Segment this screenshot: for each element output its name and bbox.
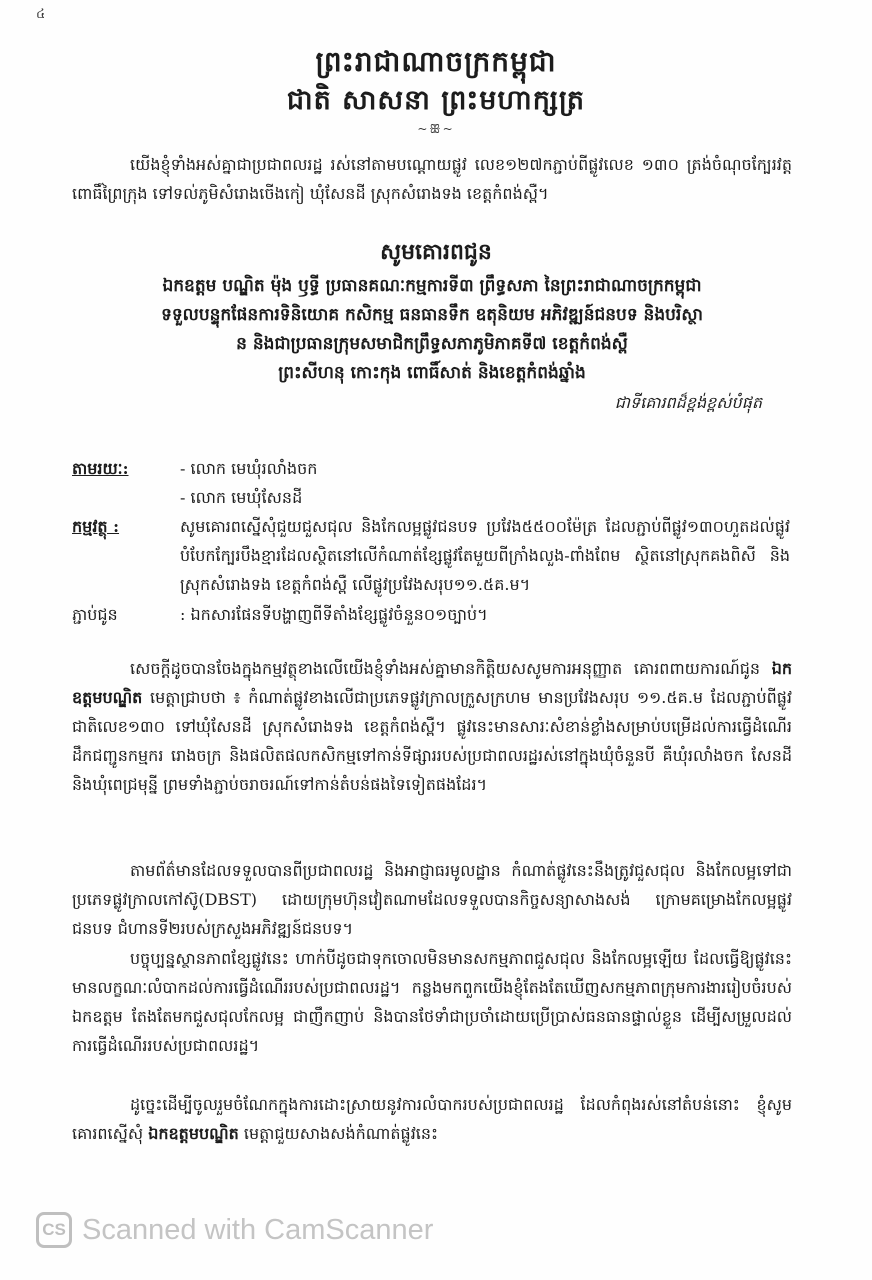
p4-start: ដូច្នេះដើម្បីចូលរួមចំណែកក្នុងការដោះស្រាយនូវការលំបាករបស់ប្រជាពលរដ្ឋ ដែលកំពុងរស់នៅតំបន់នោះ ខ្ញុំសូមគោរពស្នើសុំ (72, 1095, 792, 1143)
via-item-1: - លោក មេឃុំរលាំងចក (180, 459, 318, 478)
recipient-line-1: ឯកឧត្តម បណ្ឌិត ម៉ុង ឫទ្ធី ប្រធានគណៈកម្មការទី៣ ព្រឹទ្ធសភា នៃព្រះរាជាណាចក្រកម្ពុជា (162, 276, 702, 296)
recipient-closing: ជាទីគោរពដ៏ខ្ពង់ខ្ពស់បំផុត (614, 393, 762, 412)
body-paragraph-1 (72, 654, 792, 799)
intro-paragraph: យើងខ្ញុំទាំងអស់គ្នាជាប្រជាពលរដ្ឋ រស់នៅតាមបណ្តោយផ្លូវ លេខ១២៧កភ្ជាប់ពីផ្លូវលេខ ១៣០ ត្រង់ចំណុចក្បែរវត្តពោធិ៍ព្រៃក្រុង ទៅទល់ភូមិសំរោងចើងកៀ ឃុំសែនដី ស្រុកសំរោងទង ខេត្តកំពង់ស្ពឺ។ (72, 155, 792, 203)
recipient-line-4: ព្រះសីហនុ កោះកុង ពោធិ៍សាត់ និងខេត្តកំពង់ឆ្នាំង (278, 363, 586, 383)
national-motto: ជាតិ សាសនា ព្រះមហាក្សត្រ (286, 85, 586, 116)
recipient-line-3: ន និងជាប្រធានក្រុមសមាជិកព្រឹទ្ធសភាភូមិភាគទី៧ ខេត្តកំពង់ស្ពឺ (236, 334, 628, 354)
kingdom-title: ព្រះរាជាណាចក្រកម្ពុជា (315, 45, 557, 78)
recipient-block (72, 272, 792, 388)
salutation: សូមគោរពជូន (380, 239, 492, 265)
via-label: តាមរយៈ: (72, 459, 129, 478)
body-paragraph-4 (72, 1090, 792, 1148)
body-paragraph-3: បច្ចុប្បន្នស្ថានភាពខ្សែផ្លូវនេះ ហាក់បីដូចជាទុកចោលមិនមានសកម្មភាពជួសជុល និងកែលម្អឡើយ ដែលធ្វើឱ្យផ្លូវនេះមានលក្ខណៈលំបាកដល់ការធ្វើដំណើររបស់ប្រជាពលរដ្ឋ។ កន្លងមកពួកយើងខ្ញុំតែងតែឃើញសកម្មភាពក្រុមការងាររៀបចំរបស់ ឯកឧត្តម តែងតែមកជួសជុលកែលម្អ ជាញឹកញាប់ និងបានថែទាំជាប្រចាំដោយប្រើប្រាស់ធនធានផ្ទាល់ខ្លួន ដើម្បីសម្រួលដល់ការធ្វើដំណើររបស់ប្រជាពលរដ្ឋ។ (72, 949, 792, 1055)
p1-end: មេត្តាជ្រាបថា ៖ កំណាត់ផ្លូវខាងលើជាប្រភេទផ្លូវក្រាលក្រួសក្រហម មានប្រវែងសរុប ១១.៥គ.ម ដែលភ្ជាប់ពីផ្លូវជាតិលេខ១៣០ ទៅឃុំសែនដី ស្រុកសំរោងទង ខេត្តកំពង់ស្ពឺ។ ផ្លូវនេះមានសារៈសំខាន់ខ្លាំងសម្រាប់បម្រើដល់ការធ្វើដំណើរ ដឹកជញ្ជូនកម្មករ រោងចក្រ និងផលិតផលកសិកម្មទៅកាន់ទីផ្សាររបស់ប្រជាពលរដ្ឋរស់នៅក្នុងឃុំចំនួនបី គឺឃុំរលាំងចក សែនដី និងឃុំពេជ្រមុន្នី ព្រមទាំងភ្ជាប់ចរាចរណ៍ទៅកាន់តំបន់ផងទៃទៀតផងដែរ។ (72, 688, 792, 794)
via-row (72, 454, 802, 512)
via-item-2: - លោក មេឃុំសែនដី (180, 488, 303, 507)
corner-mark: ៤ (36, 7, 46, 22)
p1-honorific: ឯកឧត្តមបណ្ឌិត (72, 659, 792, 707)
recipient-line-2: ទទួលបន្ទុកផែនការទិនិយោគ កសិកម្ម ធនធានទឹក ឧតុនិយម អភិវឌ្ឍន៍ជនបទ និងបរិស្ថា (161, 305, 703, 325)
attachment-text: : ឯកសារផែនទីបង្ហាញពីទីតាំងខ្សែផ្លូវចំនួន០១ច្បាប់។ (180, 605, 488, 624)
subject-text: សូមគោរពស្នើសុំជួយជួសជុល និងកែលម្អផ្លូវជនបទ ប្រវែង៥៥០០ម៉ែត្រ ដែលភ្ជាប់ពីផ្លូវ១៣០ហួតដល់ផ្លូវបំបែកក្បែរបឹងខ្មារដែលស្ថិតនៅលើកំណាត់ខ្សែផ្លូវតែមួយពីក្រាំងលួង-ពាំងពែម ស្ថិតនៅស្រុកគងពិសី និងស្រុកសំរោងទង ខេត្តកំពង់ស្ពឺ លើផ្លូវប្រវែងសរុប១១.៥គ.ម។ (180, 517, 790, 594)
camscanner-icon: CS (36, 1212, 72, 1248)
subject-label: កម្មវត្ថុ : (72, 517, 120, 536)
via-values (180, 454, 790, 512)
p4-honorific: ឯកឧត្តមបណ្ឌិត (148, 1124, 239, 1143)
p1-start: សេចក្តីដូចបានចែងក្នុងកម្មវត្ថុខាងលើយើងខ្ញុំទាំងអស់គ្នាមានកិត្តិយសសូមការអនុញ្ញាត គោរពពាយការណ៍ជូន (130, 659, 772, 678)
attachment-row (72, 600, 802, 629)
attachment-label: ភ្ជាប់ជូន (72, 605, 118, 624)
subject-row (72, 512, 802, 599)
header-ornament: ~ꕥ~ (417, 122, 455, 136)
p4-end: មេត្តាជួយសាងសង់កំណាត់ផ្លូវនេះ (238, 1124, 439, 1143)
body-paragraph-2: តាមព័ត៌មានដែលទទួលបានពីប្រជាពលរដ្ឋ និងអាជ្ញាធរមូលដ្ឋាន កំណាត់ផ្លូវនេះនឹងត្រូវជួសជុល និងកែលម្អទៅជាប្រភេទផ្លូវក្រាលកៅស៊ូ(DBST) ដោយក្រុមហ៊ុនវៀតណាមដែលទទួលបានកិច្ចសន្យាសាងសង់ ក្រោមគម្រោងកែលម្អផ្លូវជនបទ ជំហានទី២របស់ក្រសួងអភិវឌ្ឍន៍ជនបទ។ (72, 861, 792, 938)
camscanner-text: Scanned with CamScanner (82, 1213, 434, 1246)
camscanner-watermark (36, 1210, 433, 1250)
